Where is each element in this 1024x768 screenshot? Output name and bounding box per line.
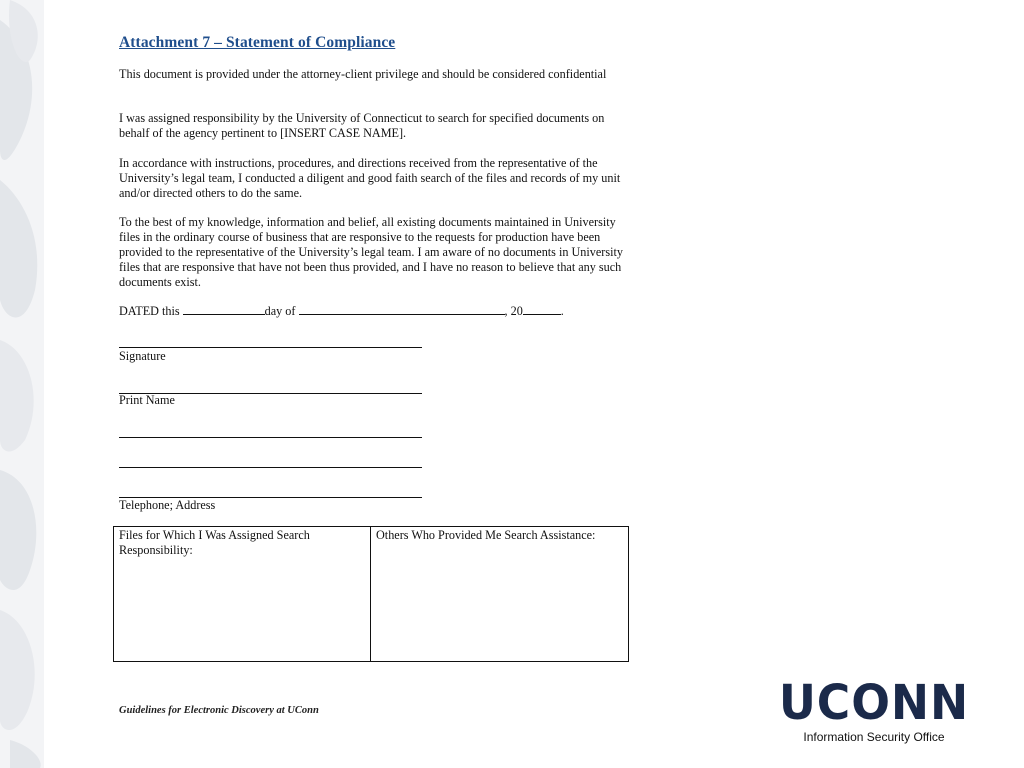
print-name-label: Print Name (119, 393, 175, 407)
month-blank[interactable] (299, 304, 505, 315)
address-line-2[interactable] (119, 467, 422, 468)
dated-year-prefix: , 20 (504, 304, 523, 318)
dated-line (119, 304, 564, 319)
search-assistance-header: Others Who Provided Me Search Assistance: (376, 528, 596, 542)
uconn-logo (772, 675, 976, 744)
day-blank[interactable] (183, 304, 265, 315)
uconn-wordmark: UCONN (778, 675, 970, 731)
dated-day-of: day of (264, 304, 296, 318)
address-line-1[interactable] (119, 437, 422, 438)
dated-end: . (560, 304, 564, 318)
document-title: Attachment 7 – Statement of Compliance (119, 34, 396, 51)
telephone-address-label: Telephone; Address (119, 498, 216, 512)
year-blank[interactable] (523, 304, 561, 315)
paragraph-certification: To the best of my knowledge, information and belief, all existing documents maintained in University files in the ordinary course of business that are responsive to the requests for production have been provided to the representative of the University’s legal team. I am aware of no documents in University files that are responsive that have not been thus provided, and I have no reason to believe that any such documents exist. (119, 215, 623, 289)
paragraph-privilege: This document is provided under the attorney-client privilege and should be considered confidential (119, 67, 607, 81)
paragraph-search-conducted: In accordance with instructions, procedures, and directions received from the representative of the University’s legal team, I conducted a diligent and good faith search of the files and records of my unit and/or directed others to do the same. (119, 156, 621, 200)
decorative-leaf-band (0, 0, 44, 768)
files-assigned-cell[interactable] (114, 527, 371, 661)
files-assigned-header: Files for Which I Was Assigned Search Responsibility: (119, 528, 310, 557)
document-footer: Guidelines for Electronic Discovery at UConn (119, 705, 319, 716)
office-subtitle: Information Security Office (803, 730, 945, 744)
search-responsibility-table (113, 526, 629, 662)
search-assistance-cell[interactable] (371, 527, 628, 661)
paragraph-assignment: I was assigned responsibility by the University of Connecticut to search for specified documents on behalf of the agency pertinent to [INSERT CASE NAME]. (119, 111, 605, 140)
signature-line[interactable] (119, 347, 422, 348)
dated-prefix: DATED this (119, 304, 180, 318)
leaf-pattern-icon (0, 0, 44, 768)
signature-label: Signature (119, 349, 166, 363)
